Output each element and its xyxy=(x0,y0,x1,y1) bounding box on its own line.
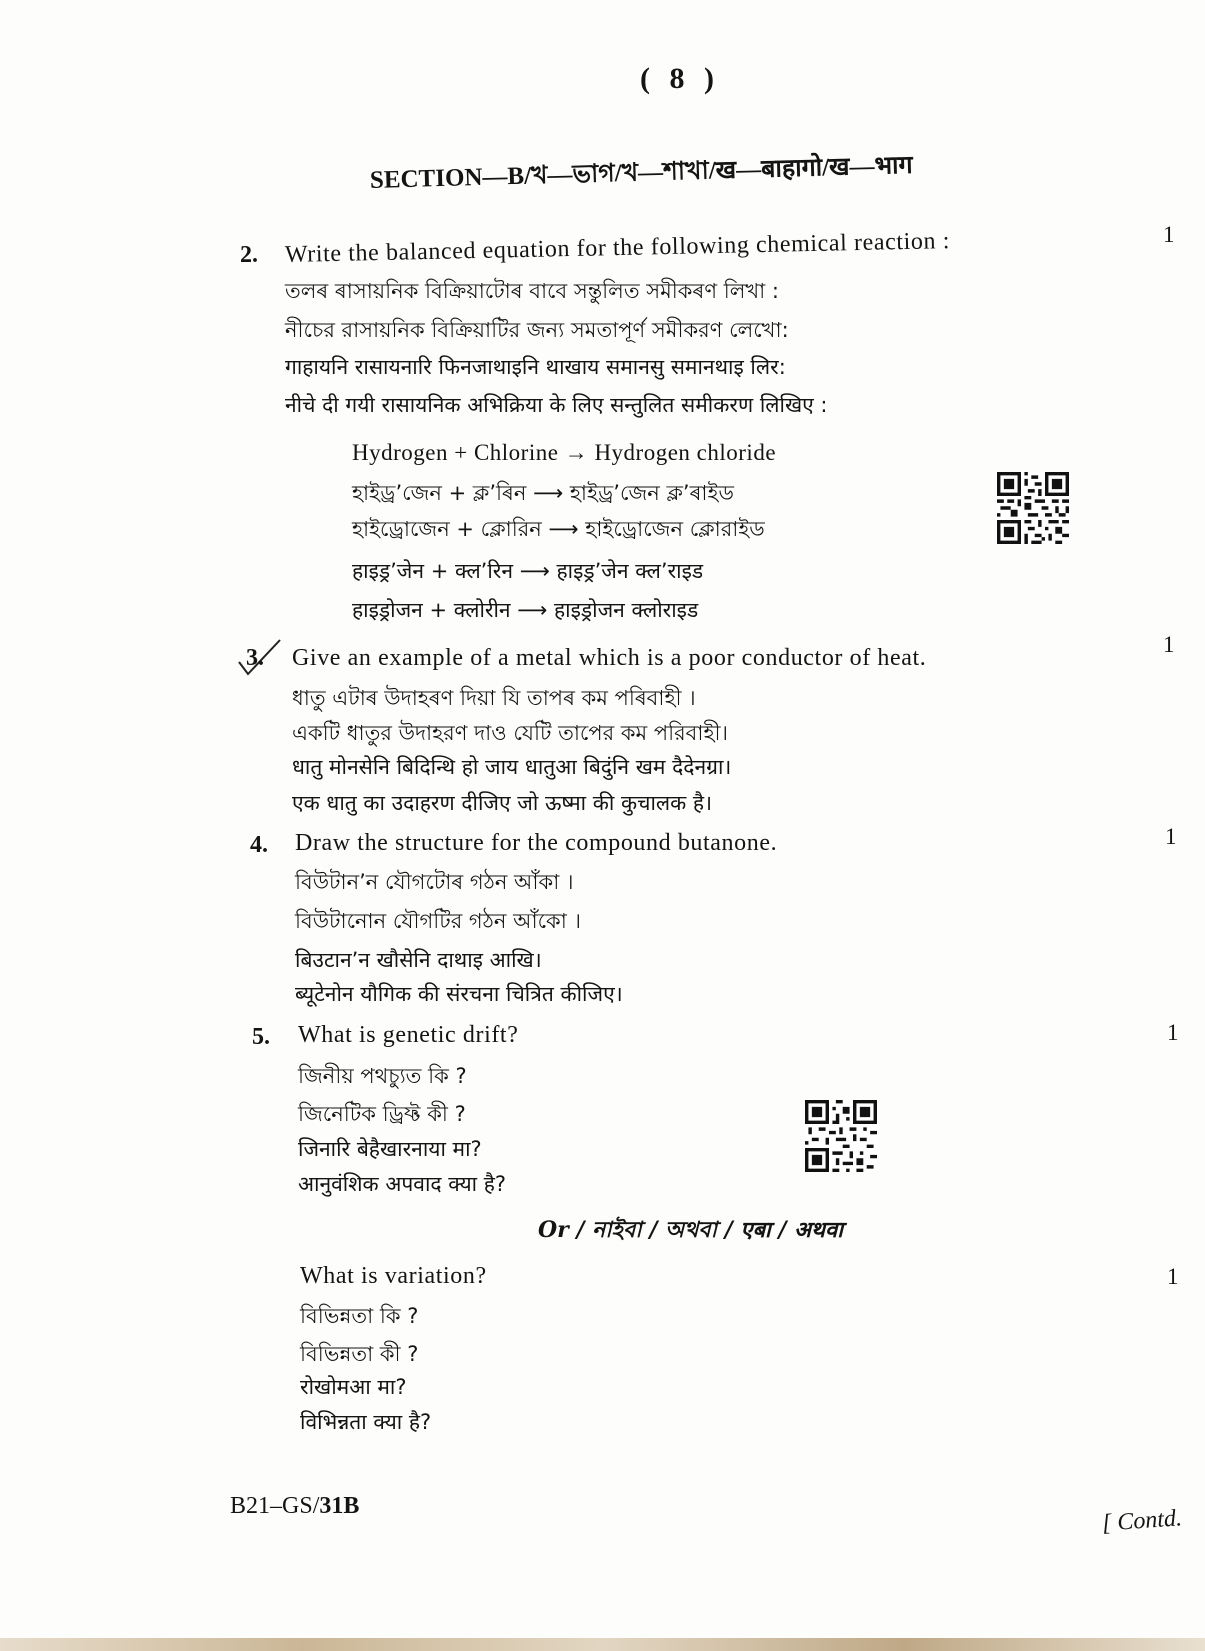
translation-bengali: জিনেটিক ড্রিফ্ট কী ? xyxy=(298,1102,466,1126)
translation-hindi: नीचे दी गयी रासायनिक अभिक्रिया के लिए सन्तुलित समीकरण लिखिए : xyxy=(285,393,828,417)
translation-bodo: गाहायनि रासायनारि फिनजाथाइनि थाखाय समानसु समानथाइ लिर: xyxy=(285,355,786,379)
translation-bengali: বিউটানোন যৌগটির গঠন আঁকো । xyxy=(295,909,582,933)
translation-hindi: विभिन्नता क्या है? xyxy=(300,1410,432,1434)
paper-code-prefix: B21–GS/ xyxy=(230,1493,320,1519)
question-text: What is genetic drift? xyxy=(298,1022,519,1048)
marks: 1 xyxy=(1165,824,1177,849)
question-number: 2. xyxy=(240,242,258,268)
translation-bodo: बिउटानʼन खौसेनि दाथाइ आखि। xyxy=(295,948,542,972)
translation-bodo: रोखोमआ मा? xyxy=(300,1375,407,1399)
page-edge xyxy=(0,1638,1205,1651)
section-heading: SECTION—B/খ—ভাগ/খ—শাখা/ख—बाहागो/ख—भाग xyxy=(369,151,914,194)
translation-assamese: ধাতু এটাৰ উদাহৰণ দিয়া যি তাপৰ কম পৰিবাহী । xyxy=(292,686,696,710)
equation-bengali: হাইড্রোজেন + ক্লোরিন ⟶ হাইড্রোজেন ক্লোরাইড xyxy=(352,517,765,541)
marks: 1 xyxy=(1167,1264,1179,1289)
marks: 1 xyxy=(1163,632,1175,657)
marks: 1 xyxy=(1163,222,1175,247)
question-text: Give an example of a metal which is a poor conductor of heat. xyxy=(292,645,927,671)
qr-code xyxy=(805,1100,877,1172)
translation-bodo: जिनारि बेहैखारनाया मा? xyxy=(298,1137,482,1161)
translation-bengali: নীচের রাসায়নিক বিক্রিয়াটির জন্য সমতাপূর্ণ সমীকরণ লেখো: xyxy=(285,318,789,342)
translation-bengali: একটি ধাতুর উদাহরণ দাও যেটি তাপের কম পরিবাহী। xyxy=(292,721,729,745)
question-number: 3. xyxy=(246,645,264,671)
translation-hindi: ब्यूटेनोन यौगिक की संरचना चित्रित कीजिए। xyxy=(295,982,623,1006)
translation-bengali: বিভিন্নতা কী ? xyxy=(300,1342,419,1366)
paper-code xyxy=(230,1493,359,1520)
or-separator: Or / নাইবা / অথবা / एबा / अथवा xyxy=(538,1217,843,1243)
translation-assamese: জিনীয় পথচ্যুত কি ? xyxy=(298,1064,467,1088)
translation-hindi: एक धातु का उदाहरण दीजिए जो ऊष्मा की कुचालक है। xyxy=(292,791,713,815)
question-number: 4. xyxy=(250,832,268,858)
equation-bodo: हाइड्रʼजेन + क्लʼरिन ⟶ हाइड्रʼजेन क्लʼराइड xyxy=(352,559,704,583)
equation-hindi: हाइड्रोजन + क्लोरीन ⟶ हाइड्रोजन क्लोराइड xyxy=(352,598,699,622)
question-text: What is variation? xyxy=(300,1263,487,1289)
equation-english: Hydrogen + Chlorine → Hydrogen chloride xyxy=(352,440,777,465)
paper-code-suffix: 31B xyxy=(319,1493,360,1519)
translation-assamese: বিভিন্নতা কি ? xyxy=(300,1304,419,1328)
question-text: Write the balanced equation for the following chemical reaction : xyxy=(284,228,951,268)
continued-label: [ Contd. xyxy=(1101,1505,1183,1537)
translation-assamese: তলৰ ৰাসায়নিক বিক্ৰিয়াটোৰ বাবে সন্তুলিত সমীকৰণ লিখা : xyxy=(285,279,779,303)
question-text: Draw the structure for the compound butanone. xyxy=(295,830,778,856)
page-number: ( 8 ) xyxy=(640,62,720,95)
translation-hindi: आनुवंशिक अपवाद क्या है? xyxy=(298,1172,507,1196)
qr-code xyxy=(997,472,1069,544)
marks: 1 xyxy=(1167,1020,1179,1045)
question-number: 5. xyxy=(252,1024,270,1050)
translation-bodo: धातु मोनसेनि बिदिन्थि हो जाय धातुआ बिदुंनि खम दैदेनग्रा। xyxy=(292,755,732,779)
equation-assamese: হাইড্ৰ’জেন + ক্ল’ৰিন ⟶ হাইড্ৰ’জেন ক্ল’ৰাইড xyxy=(352,481,734,505)
translation-assamese: বিউটান’ন যৌগটোৰ গঠন আঁকা । xyxy=(295,870,574,894)
